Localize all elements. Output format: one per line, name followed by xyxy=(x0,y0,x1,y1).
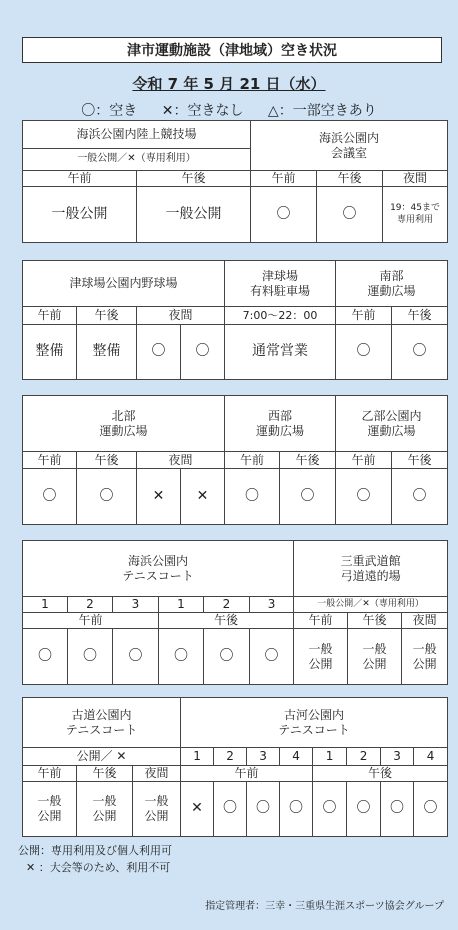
page-title: 津市運動施設（津地域）空き状況 xyxy=(22,37,442,63)
status-cell: 〇 xyxy=(280,782,313,837)
section-furumichi-furukawa-tennis xyxy=(22,697,448,837)
time-pm: 午後 xyxy=(77,307,137,325)
facility-west-ground: 西部 運動広場 xyxy=(225,396,336,452)
time-night: 夜間 xyxy=(133,766,181,782)
status-cell: 一般 公開 xyxy=(133,782,181,837)
status-cell: 〇 xyxy=(313,782,347,837)
court-number: 1 xyxy=(159,597,204,613)
court-number: 3 xyxy=(381,748,414,766)
time-hours: 7:00～22：00 xyxy=(225,307,336,325)
status-cell: 〇 xyxy=(225,469,280,525)
status-cell: 〇 xyxy=(414,782,448,837)
status-cell: 〇 xyxy=(159,629,204,685)
time-pm: 午後 xyxy=(392,307,448,325)
status-cell: 〇 xyxy=(68,629,113,685)
court-number: 1 xyxy=(313,748,347,766)
status-cell: 〇 xyxy=(317,187,383,243)
time-pm: 午後 xyxy=(313,766,448,782)
facility-otobe-ground: 乙部公園内 運動広場 xyxy=(336,396,448,452)
section-beach-tennis-kyudo xyxy=(22,540,448,685)
court-number: 2 xyxy=(347,748,381,766)
athletics-subheader: 一般公開／✕（専用利用） xyxy=(23,149,251,171)
time-pm: 午後 xyxy=(392,452,448,469)
status-cell: 〇 xyxy=(280,469,336,525)
facility-furumichi-tennis: 古道公園内 テニスコート xyxy=(23,698,181,748)
status-cell: 〇 xyxy=(336,325,392,380)
facility-kyudo-range: 三重武道館 弓道遠的場 xyxy=(294,541,448,597)
facility-beach-meeting-room: 海浜公園内 会議室 xyxy=(251,121,448,171)
status-cell: ✕ xyxy=(181,782,214,837)
status-cell: 〇 xyxy=(247,782,280,837)
section-baseball-parking-south xyxy=(22,260,448,380)
time-am: 午前 xyxy=(225,452,280,469)
status-cell: 一般 公開 xyxy=(402,629,448,685)
status-cell: 〇 xyxy=(204,629,250,685)
status-cell: 〇 xyxy=(181,325,225,380)
facility-paid-parking: 津球場 有料駐車場 xyxy=(225,261,336,307)
legend-available: 〇：空き xyxy=(81,103,138,119)
time-am: 午前 xyxy=(23,613,159,629)
notes xyxy=(18,842,172,876)
time-pm: 午後 xyxy=(280,452,336,469)
kyudo-subheader: 一般公開／✕（専用利用） xyxy=(294,597,448,613)
facility-north-ground: 北部 運動広場 xyxy=(23,396,225,452)
status-cell: 整備 xyxy=(23,325,77,380)
footer-manager: 指定管理者：三幸・三重県生涯スポーツ協会グループ xyxy=(205,901,444,912)
court-number: 4 xyxy=(280,748,313,766)
time-pm: 午後 xyxy=(317,171,383,187)
time-night: 夜間 xyxy=(137,452,225,469)
time-am: 午前 xyxy=(294,613,348,629)
legend xyxy=(0,100,458,120)
status-cell: ✕ xyxy=(181,469,225,525)
status-cell: 〇 xyxy=(251,187,317,243)
time-pm: 午後 xyxy=(348,613,402,629)
status-cell: ✕ xyxy=(137,469,181,525)
court-number: 2 xyxy=(68,597,113,613)
status-cell: 〇 xyxy=(214,782,247,837)
status-cell: 〇 xyxy=(113,629,159,685)
time-am: 午前 xyxy=(23,307,77,325)
status-cell: 〇 xyxy=(347,782,381,837)
status-cell: 一般公開 xyxy=(23,187,137,243)
status-cell: 一般 公開 xyxy=(77,782,133,837)
status-cell: 一般 公開 xyxy=(23,782,77,837)
time-am: 午前 xyxy=(23,766,77,782)
status-cell: 〇 xyxy=(336,469,392,525)
court-number: 4 xyxy=(414,748,448,766)
facility-beach-tennis: 海浜公園内 テニスコート xyxy=(23,541,294,597)
time-pm: 午後 xyxy=(159,613,294,629)
court-number: 3 xyxy=(250,597,294,613)
time-pm: 午後 xyxy=(77,766,133,782)
furumichi-subheader: 公開／ ✕ xyxy=(23,748,181,766)
legend-partial: △：一部空きあり xyxy=(267,103,377,119)
status-cell: 〇 xyxy=(23,469,77,525)
status-cell: 〇 xyxy=(137,325,181,380)
status-cell: 〇 xyxy=(23,629,68,685)
time-am: 午前 xyxy=(336,452,392,469)
time-pm: 午後 xyxy=(77,452,137,469)
court-number: 2 xyxy=(204,597,250,613)
date-label: 令和 7 年 5 月 21 日（水） xyxy=(132,75,326,93)
court-number: 1 xyxy=(23,597,68,613)
status-cell: 〇 xyxy=(250,629,294,685)
time-am: 午前 xyxy=(23,452,77,469)
status-cell: 〇 xyxy=(77,469,137,525)
court-number: 3 xyxy=(247,748,280,766)
time-am: 午前 xyxy=(23,171,137,187)
status-cell: 〇 xyxy=(392,469,448,525)
section-athletics-meeting xyxy=(22,120,448,243)
court-number: 1 xyxy=(181,748,214,766)
legend-full: ✕：空きなし xyxy=(161,103,244,119)
section-north-west-otobe xyxy=(22,395,448,525)
status-cell: 〇 xyxy=(392,325,448,380)
status-cell: 一般 公開 xyxy=(294,629,348,685)
time-am: 午前 xyxy=(181,766,313,782)
status-cell: 〇 xyxy=(381,782,414,837)
facility-furukawa-tennis: 古河公園内 テニスコート xyxy=(181,698,448,748)
court-number: 2 xyxy=(214,748,247,766)
facility-south-ground: 南部 運動広場 xyxy=(336,261,448,307)
time-am: 午前 xyxy=(251,171,317,187)
status-cell: 整備 xyxy=(77,325,137,380)
status-cell: 通常営業 xyxy=(225,325,336,380)
facility-baseball-field: 津球場公園内野球場 xyxy=(23,261,225,307)
time-night: 夜間 xyxy=(383,171,448,187)
status-cell: 一般 公開 xyxy=(348,629,402,685)
note-public: 公開：専用利用及び個人利用可 xyxy=(18,844,172,857)
time-pm: 午後 xyxy=(137,171,251,187)
court-number: 3 xyxy=(113,597,159,613)
status-cell: 19：45まで 専用利用 xyxy=(383,187,448,243)
time-night: 夜間 xyxy=(137,307,225,325)
time-night: 夜間 xyxy=(402,613,448,629)
note-unavailable: ✕ ：大会等のため、利用不可 xyxy=(26,861,171,874)
time-am: 午前 xyxy=(336,307,392,325)
status-cell: 一般公開 xyxy=(137,187,251,243)
facility-athletics-field: 海浜公園内陸上競技場 xyxy=(23,121,251,149)
